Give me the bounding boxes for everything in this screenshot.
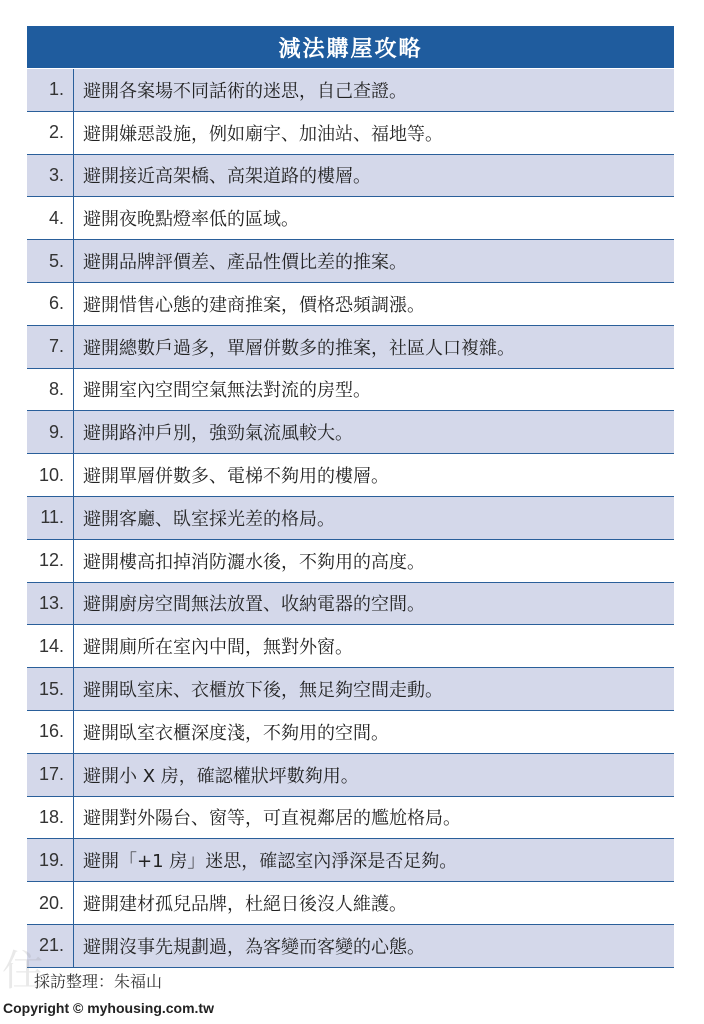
row-text: 避開小 X 房，確認權狀坪數夠用。 — [83, 765, 359, 787]
row-text: 避開廁所在室內中間，無對外窗。 — [83, 637, 353, 659]
row-text: 避開廚房空間無法放置、收納電器的空間。 — [83, 594, 425, 616]
row-text: 避開建材孤兒品牌，杜絕日後沒人維護。 — [83, 894, 407, 916]
row-number: 18. — [27, 797, 74, 839]
row-text: 避開單層併數多、電梯不夠用的樓層。 — [83, 466, 389, 488]
row-text: 避開「+1 房」迷思，確認室內淨深是否足夠。 — [83, 851, 458, 873]
row-text: 避開臥室床、衣櫃放下後，無足夠空間走動。 — [83, 680, 443, 702]
table-row — [27, 454, 674, 497]
svg-text:住: 住 — [2, 946, 45, 995]
row-number: 15. — [27, 668, 74, 710]
row-number: 16. — [27, 711, 74, 753]
table-row — [27, 882, 674, 925]
row-number: 2. — [27, 112, 74, 154]
row-number: 14. — [27, 625, 74, 667]
row-number: 9. — [27, 411, 74, 453]
table-row — [27, 668, 674, 711]
table-row — [27, 540, 674, 583]
row-number: 3. — [27, 155, 74, 197]
row-text: 避開沒事先規劃過，為客變而客變的心態。 — [83, 936, 425, 958]
row-text: 避開臥室衣櫃深度淺，不夠用的空間。 — [83, 722, 389, 744]
table-title: 減法購屋攻略 — [27, 26, 674, 69]
table-row — [27, 797, 674, 840]
table-body — [27, 69, 674, 968]
table-row — [27, 240, 674, 283]
row-text: 避開品牌評價差、產品性價比差的推案。 — [83, 252, 407, 274]
table-row — [27, 625, 674, 668]
row-number: 1. — [27, 69, 74, 111]
table-row — [27, 411, 674, 454]
table-row — [27, 497, 674, 540]
table-row — [27, 711, 674, 754]
row-number: 7. — [27, 326, 74, 368]
table-row — [27, 197, 674, 240]
row-number: 10. — [27, 454, 74, 496]
table-row — [27, 839, 674, 882]
row-number: 17. — [27, 754, 74, 796]
credit-line: 採訪整理：朱福山 — [34, 972, 163, 991]
row-number: 11. — [27, 497, 74, 539]
row-number: 20. — [27, 882, 74, 924]
row-text: 避開路沖戶別，強勁氣流風較大。 — [83, 423, 353, 445]
table-row — [27, 925, 674, 968]
row-text: 避開嫌惡設施，例如廟宇、加油站、福地等。 — [83, 123, 443, 145]
row-number: 8. — [27, 369, 74, 411]
row-number: 13. — [27, 583, 74, 625]
row-text: 避開客廳、臥室採光差的格局。 — [83, 508, 335, 530]
row-number: 4. — [27, 197, 74, 239]
row-text: 避開接近高架橋、高架道路的樓層。 — [83, 166, 371, 188]
copyright-notice: Copyright © myhousing.com.tw — [3, 1000, 214, 1016]
table-row — [27, 283, 674, 326]
row-text: 避開樓高扣掉消防灑水後，不夠用的高度。 — [83, 551, 425, 573]
table-row — [27, 155, 674, 198]
row-text: 避開夜晚點燈率低的區域。 — [83, 209, 299, 231]
row-number: 21. — [27, 925, 74, 967]
row-text: 避開總數戶過多，單層併數多的推案，社區人口複雜。 — [83, 337, 515, 359]
row-number: 6. — [27, 283, 74, 325]
table-row — [27, 69, 674, 112]
row-text: 避開各案場不同話術的迷思，自己查證。 — [83, 80, 407, 102]
table-row — [27, 583, 674, 626]
table-row — [27, 112, 674, 155]
row-text: 避開惜售心態的建商推案，價格恐頻調漲。 — [83, 294, 425, 316]
row-text: 避開室內空間空氣無法對流的房型。 — [83, 380, 371, 402]
row-text: 避開對外陽台、窗等，可直視鄰居的尷尬格局。 — [83, 808, 461, 830]
table-row — [27, 326, 674, 369]
row-number: 12. — [27, 540, 74, 582]
tips-table — [27, 26, 674, 968]
table-row — [27, 754, 674, 797]
table-row — [27, 369, 674, 412]
row-number: 5. — [27, 240, 74, 282]
row-number: 19. — [27, 839, 74, 881]
